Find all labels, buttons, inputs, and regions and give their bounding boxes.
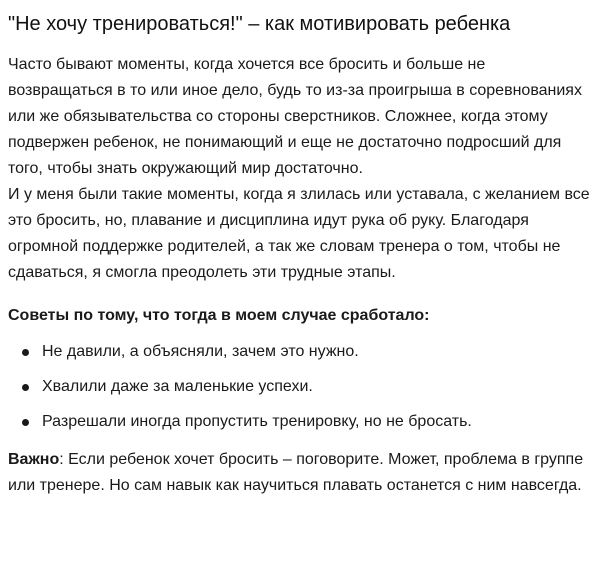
intro-paragraph: Часто бывают моменты, когда хочется все бросить и больше не возвращаться в то или иное дело, будь то из-за проигрыша в соревнованиях или же обязывательства со стороны сверстников. Сложнее, когда этому подвержен ребенок, не понимающий и еще не достаточно подросший для того, чтобы знать окружающий мир достаточно. [8,56,582,177]
tips-list [8,339,590,435]
list-item: Не давили, а объясняли, зачем это нужно. [8,339,590,365]
article-title: "Не хочу тренироваться!" – как мотивировать ребенка [8,13,511,35]
important-text: : Если ребенок хочет бросить – поговорите. Может, проблема в группе или тренере. Но сам навык как научиться плавать останется с ним навсегда. [8,451,584,494]
list-item: Хвалили даже за маленькие успехи. [8,374,590,400]
important-label: Важно [8,451,60,468]
tips-heading: Советы по тому, что тогда в моем случае сработало: [8,307,430,324]
important-note [8,447,590,499]
list-item: Разрешали иногда пропустить тренировку, но не бросать. [8,409,590,435]
story-paragraph: И у меня были такие моменты, когда я злилась или уставала, с желанием все это бросить, но, плавание и дисциплина идут рука об руку. Благодаря огромной поддержке родителей, а так же словам тренера о том, чтобы не сдаваться, я смогла преодолеть эти трудные этапы. [8,186,590,281]
